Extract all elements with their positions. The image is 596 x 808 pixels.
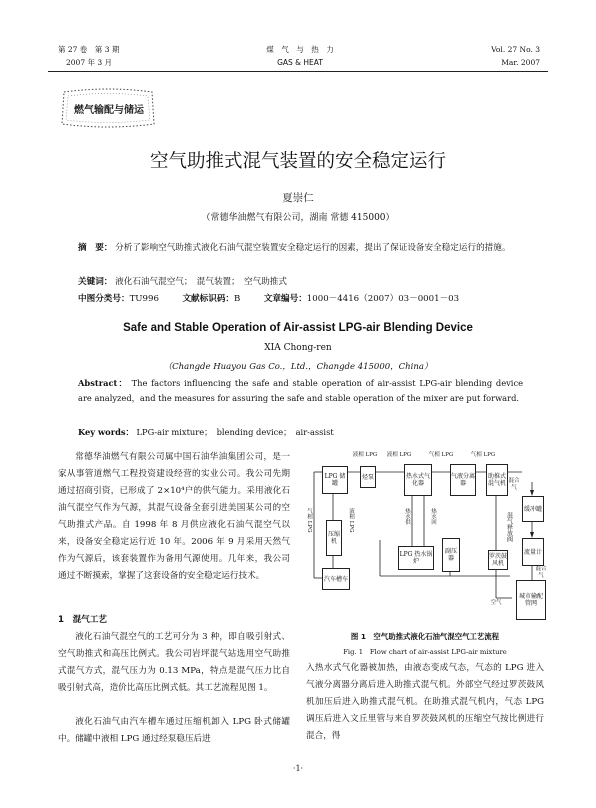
label-hot-water-in: 热水供 (404, 508, 410, 525)
figure-caption-en: Fig. 1 Flow chart of air-assist LPG-air mixture (343, 648, 507, 656)
body-para-1: 常德华油燃气有限公司属中国石油华油集团公司，是一家从事管道燃气工程投资建设经营的实业公司。我公司先期通过招商引资，已形成了 2×10⁴户的供气能力。采用液化石油气混空气作为气源，其混气设备全套引进美国某公司的空气助推式产品。自 1998 年 8 月供应液化石油气混空气以来，设备安全稳定运行近 10 年。2006 年 9 月采用天然气作为气源后，该套装置作为备用气源使用。几年来，我公司通过不断摸索，掌握了这套设备的安全稳定运行技术。 (58, 452, 290, 581)
keywords-en-label: Key words： (78, 427, 134, 437)
clc-label: 中图分类号： (78, 294, 130, 304)
doc-code-label: 文献标识码： (182, 294, 235, 304)
abstract-en (78, 376, 523, 406)
label-liquid-lpg-2: 液相 LPG (386, 452, 412, 458)
buffer-spacer (522, 464, 542, 482)
flow-meter-box: 流量计 (522, 538, 544, 566)
city-network-box: 城市输配管网 (516, 580, 546, 620)
abstract-en-text: The factors influencing the safe and stable operation of air-assist LPG-air blending device are analyzed，and the measures for assuring the safe and stable operation of the mixer are put forward. (78, 378, 524, 403)
figure-caption-cn: 图 1 空气助推式液化石油气混空气工艺流程 (350, 632, 500, 641)
page-number: ·1· (292, 764, 304, 773)
label-gas-lpg-2: 气相 LPG (470, 452, 496, 458)
abstract-cn (78, 240, 523, 257)
abstract-cn-text: 分析了影响空气助推式液化石油气混空装置安全稳定运行的因素，提出了保证设备安全稳定运行的措施。 (115, 243, 511, 253)
label-mixed-gas-1: 混合气 (508, 478, 520, 491)
abstract-en-label: Abstract： (78, 378, 128, 388)
title-en: Safe and Stable Operation of Air-assist LPG-air Blending Device (123, 322, 473, 334)
label-hot-water-out: 热水回 (430, 508, 436, 525)
label-vertical-2: 液相 LPG (348, 508, 354, 533)
separator-box: 气液分离器 (450, 464, 476, 496)
volume-cn: 第 27 卷 第 3 期 (58, 45, 120, 54)
date-en: Mar. 2007 (501, 58, 540, 67)
label-vertical-1: 气相 LPG (306, 508, 312, 533)
vaporizer-box: 热水式气化器 (404, 464, 432, 496)
buffer-tank-box: 缓冲罐 (522, 496, 544, 522)
journal-cn: 煤 气 与 热 力 (266, 45, 334, 54)
section-tag: 燃气输配与储运 (74, 105, 144, 116)
lpg-tank-box: LPG 储罐 (322, 466, 348, 494)
article-no-label: 文章编号： (263, 294, 307, 304)
journal-en: GAS & HEAT (277, 58, 323, 67)
release-valve-label: 混气释放阀 (502, 510, 516, 544)
affiliation-cn: （常德华油燃气有限公司，湖南 常德 415000） (201, 213, 395, 223)
label-mixed-gas-2: 混合气 (535, 566, 547, 579)
label-gas-lpg-1: 气相 LPG (428, 452, 454, 458)
mixer-box: 助推式混气机 (486, 464, 508, 496)
figure-1-flow-chart (300, 450, 550, 622)
article-no-value: 1000－4416（2007）03－0001－03 (306, 294, 460, 304)
pump-box: 烃泵 (360, 466, 376, 488)
keywords-en-text: LPG-air mixture； blending device； air-assist (136, 427, 334, 437)
body-para-3: 液化石油气由汽车槽车通过压缩机卸入 LPG 卧式储罐中。储罐中液相 LPG 通过经泵稳压后进 (58, 717, 290, 744)
body-para-4: 入热水式气化器被加热，由液态变成气态，气态的 LPG 进入气液分离器分离后进入助推式混气机。外部空气经过罗茨鼓风机加压后进入助推式混气机。在助推式混气机内，气态 LPG 调压后进入文丘里管与来自罗茨鼓风机的压缩空气按比例进行混合，得 (306, 663, 544, 741)
author-cn: 夏崇仁 (282, 192, 314, 204)
blower-box: 罗茨鼓风机 (488, 550, 508, 570)
abstract-cn-label: 摘 要： (78, 243, 113, 253)
doc-code-value: B (234, 294, 241, 304)
volume-en: Vol. 27 No. 3 (491, 45, 540, 54)
section-heading-1: 1 混气工艺 (58, 615, 107, 625)
keywords-cn-text: 液化石油气混空气； 混气装置； 空气助推式 (115, 277, 287, 287)
author-en: XIA Chong-ren (264, 343, 332, 353)
label-liquid-lpg-1: 液相 LPG (352, 452, 378, 458)
section-tag-badge (58, 86, 158, 130)
keywords-cn (78, 274, 523, 291)
clc-value: TU996 (129, 294, 159, 304)
classification-line (78, 291, 523, 308)
header-rule (48, 71, 548, 72)
affiliation-en: （Changde Huayou Gas Co.，Ltd.，Changde 415000，China） (163, 362, 433, 372)
title-cn: 空气助推式混气装置的安全稳定运行 (149, 151, 446, 172)
keywords-cn-label: 关键词： (78, 277, 113, 287)
body-para-2: 液化石油气混空气的工艺可分为 3 种，即自吸引射式、空气助推式和高压比例式。我公司岩坪混气站选用空气助推式混气方式，混气压力为 0.13 MPa，特点是混气压力比自吸引射式高，造价比高压比例式低。其工艺流程见图 1。 (58, 632, 290, 693)
boiler-box: LPG 热水锅炉 (398, 546, 434, 570)
compressor-box: 压缩机 (326, 520, 342, 556)
pressure-box: 副压器 (442, 538, 460, 572)
date-cn: 2007 年 3 月 (66, 58, 113, 67)
label-air: 空气 (490, 600, 502, 606)
truck-box: 汽车槽车 (322, 568, 350, 590)
keywords-en (78, 424, 523, 441)
